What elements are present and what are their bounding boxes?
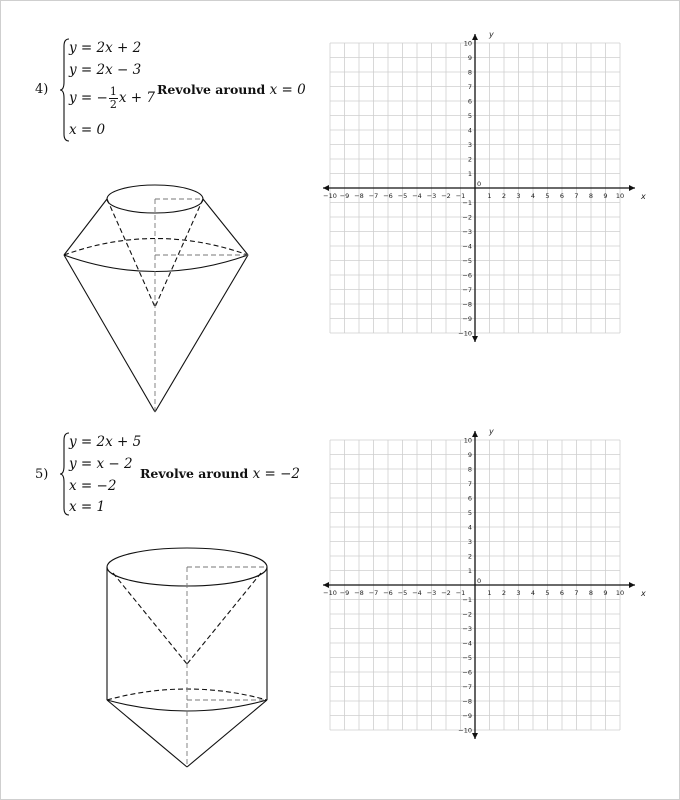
- y-axis-arrow-down: [472, 733, 478, 739]
- x-tick-label: 1: [487, 589, 492, 597]
- y-tick-label: 4: [467, 126, 472, 135]
- equation-3: x = −2: [69, 478, 117, 494]
- x-tick-label: 8: [588, 589, 594, 597]
- y-tick-label: −6: [462, 668, 472, 677]
- x-tick-label: −1: [455, 192, 466, 200]
- x-axis-arrow-right: [629, 185, 635, 191]
- y-tick-label: −7: [462, 286, 472, 294]
- equation-1: y = 2x + 2: [69, 40, 142, 56]
- y-tick-label: 6: [467, 97, 472, 106]
- y-tick-label: −3: [462, 228, 472, 236]
- y-axis-label: y: [489, 30, 494, 39]
- x-tick-label: −8: [354, 192, 364, 200]
- solid-figure-5: [95, 540, 285, 775]
- y-tick-label: 8: [467, 68, 472, 77]
- x-axis-label: x: [641, 192, 646, 201]
- x-tick-label: 6: [559, 192, 565, 200]
- y-tick-label: −4: [462, 242, 472, 251]
- x-axis-label: x: [641, 589, 646, 598]
- x-tick-label: 2: [501, 192, 507, 200]
- y-tick-label: −5: [462, 257, 472, 265]
- y-axis-arrow-down: [472, 336, 478, 342]
- x-tick-label: −8: [354, 589, 364, 597]
- y-tick-label: −8: [462, 697, 472, 706]
- y-tick-label: −1: [462, 199, 472, 207]
- x-tick-label: −5: [397, 192, 408, 200]
- revolve-instruction: [140, 466, 300, 482]
- x-tick-label: −3: [426, 192, 437, 200]
- equation-3-prefix: y = −: [69, 90, 108, 106]
- y-tick-label: 5: [467, 509, 472, 517]
- y-tick-label: −1: [462, 596, 472, 604]
- y-tick-label: 7: [467, 83, 472, 91]
- x-tick-label: 10: [615, 192, 625, 200]
- y-tick-label: 1: [467, 567, 472, 575]
- axes: [323, 431, 635, 739]
- axes: [323, 34, 635, 342]
- solid-figure-4: [55, 180, 265, 420]
- x-tick-label: 5: [545, 192, 550, 200]
- y-tick-label: −5: [462, 654, 472, 662]
- y-tick-label: 9: [467, 54, 472, 62]
- y-tick-label: −8: [462, 300, 472, 309]
- y-tick-label: −4: [462, 639, 472, 648]
- coordinate-grid-5: [315, 425, 655, 745]
- y-tick-label: 6: [467, 494, 472, 503]
- x-tick-label: −7: [368, 589, 379, 597]
- revolve-axis: x = 0: [269, 82, 306, 98]
- y-tick-label: −10: [458, 726, 472, 735]
- y-tick-label: 8: [467, 465, 472, 474]
- x-axis-arrow-left: [323, 582, 329, 588]
- y-tick-label: 7: [467, 480, 472, 488]
- y-tick-label: 2: [467, 155, 472, 164]
- x-tick-label: 4: [530, 589, 536, 597]
- x-tick-label: 5: [545, 589, 550, 597]
- x-axis-arrow-right: [629, 582, 635, 588]
- equation-4: x = 1: [69, 499, 106, 515]
- y-tick-label: −9: [462, 712, 472, 720]
- x-tick-label: −10: [323, 589, 337, 597]
- x-tick-label: 3: [516, 192, 521, 200]
- revolve-label: Revolve around: [140, 466, 249, 481]
- fraction-denominator: 2: [109, 98, 117, 111]
- revolve-label: Revolve around: [157, 82, 266, 97]
- x-tick-label: 8: [588, 192, 594, 200]
- y-tick-label: −2: [462, 610, 472, 619]
- x-tick-label: 10: [615, 589, 625, 597]
- y-tick-label: −10: [458, 329, 472, 338]
- x-tick-label: −1: [455, 589, 466, 597]
- y-tick-label: 9: [467, 451, 472, 459]
- y-tick-label: −7: [462, 683, 472, 691]
- y-axis-arrow-up: [472, 34, 478, 40]
- y-tick-label: 10: [463, 39, 472, 48]
- x-tick-label: −10: [323, 192, 337, 200]
- x-tick-label: −4: [412, 589, 422, 597]
- x-tick-label: −9: [339, 192, 350, 200]
- y-axis-label: y: [489, 427, 494, 436]
- x-tick-label: −2: [441, 192, 451, 200]
- x-tick-label: −2: [441, 589, 451, 597]
- equation-1: y = 2x + 5: [69, 434, 142, 450]
- problem-number: 4): [35, 82, 49, 97]
- x-tick-label: 7: [574, 589, 579, 597]
- y-tick-label: 2: [467, 552, 472, 561]
- y-tick-label: 10: [463, 436, 472, 445]
- equation-4: x = 0: [69, 122, 106, 138]
- x-tick-label: −9: [339, 589, 350, 597]
- y-tick-label: 4: [467, 523, 472, 532]
- y-tick-label: −9: [462, 315, 472, 323]
- revolve-instruction: [157, 82, 306, 98]
- x-tick-label: 3: [516, 589, 521, 597]
- y-axis-arrow-up: [472, 431, 478, 437]
- x-tick-label: 1: [487, 192, 492, 200]
- equation-3: [69, 86, 155, 111]
- fraction-numerator: 1: [109, 85, 117, 98]
- x-tick-label: 2: [501, 589, 507, 597]
- coordinate-grid-4: [315, 28, 655, 348]
- y-tick-label: 3: [467, 141, 472, 149]
- y-tick-label: 5: [467, 112, 472, 120]
- origin-label: 0: [477, 180, 482, 188]
- x-tick-label: 4: [530, 192, 536, 200]
- y-tick-label: 1: [467, 170, 472, 178]
- problem-number: 5): [35, 467, 49, 482]
- x-tick-label: −6: [383, 589, 393, 597]
- y-tick-label: −2: [462, 213, 472, 222]
- x-tick-label: 9: [603, 589, 608, 597]
- fraction: [109, 86, 118, 111]
- x-tick-label: −5: [397, 589, 408, 597]
- x-tick-label: 7: [574, 192, 579, 200]
- y-tick-label: 3: [467, 538, 472, 546]
- equation-2: y = 2x − 3: [69, 62, 142, 78]
- x-tick-label: −7: [368, 192, 379, 200]
- equation-3-suffix: x + 7: [118, 90, 155, 106]
- x-tick-label: −3: [426, 589, 437, 597]
- origin-label: 0: [477, 577, 482, 585]
- y-tick-label: −3: [462, 625, 472, 633]
- x-tick-label: −4: [412, 192, 422, 200]
- revolve-axis: x = −2: [252, 466, 300, 482]
- x-tick-label: 9: [603, 192, 608, 200]
- equation-2: y = x − 2: [69, 456, 133, 472]
- x-axis-arrow-left: [323, 185, 329, 191]
- x-tick-label: −6: [383, 192, 393, 200]
- y-tick-label: −6: [462, 271, 472, 280]
- x-tick-label: 6: [559, 589, 565, 597]
